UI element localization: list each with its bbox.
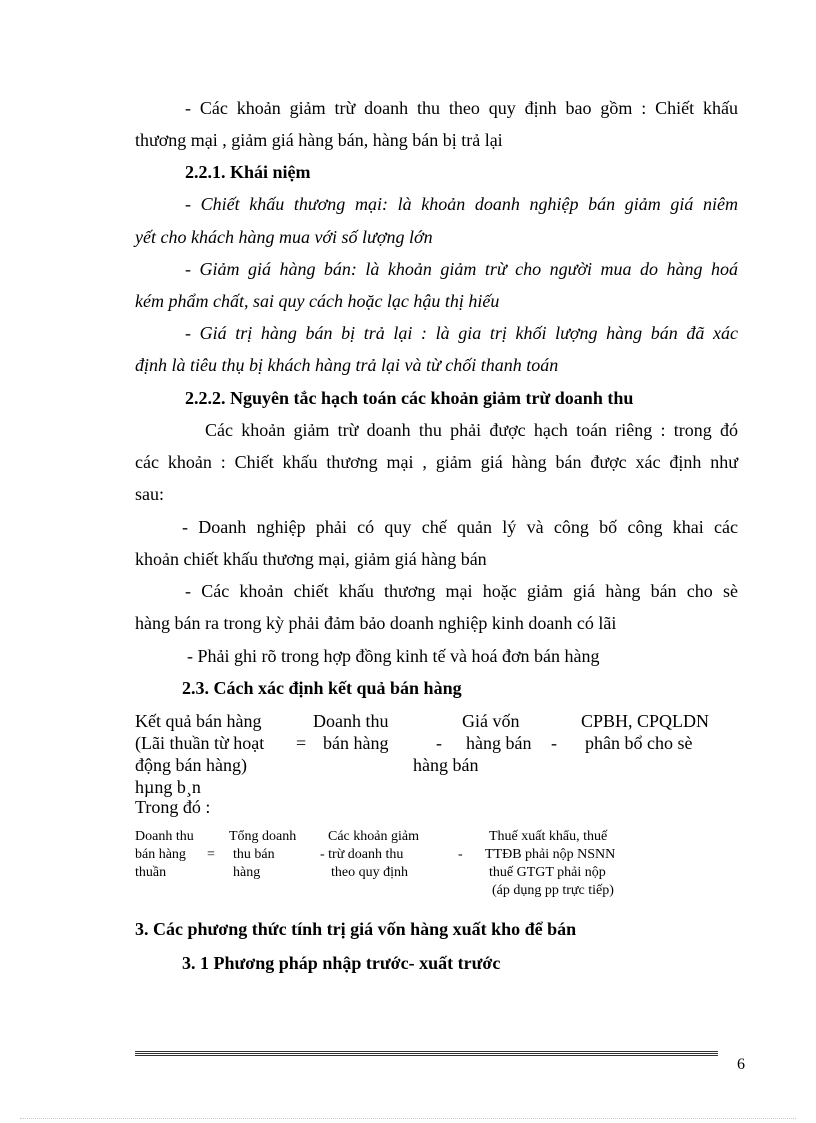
formula-text: bán hàng: [323, 733, 389, 753]
formula-text: Kết quả bán hàng: [135, 711, 262, 731]
formula-text: Giá vốn: [462, 711, 520, 731]
paragraph-line: - Doanh nghiệp phải có quy chế quản lý và công bố công khai các: [182, 517, 738, 537]
heading-3-1: 3. 1 Phương pháp nhập trước- xuất trước: [182, 953, 501, 973]
formula-text: Tổng doanh: [229, 829, 297, 844]
minus-sign: -: [551, 733, 557, 753]
footer-rule: [135, 1055, 718, 1056]
formula-text: - trừ doanh thu: [320, 847, 404, 862]
page-number: 6: [737, 1056, 745, 1073]
minus-sign: -: [436, 733, 442, 753]
equals-sign: =: [296, 733, 307, 753]
formula-text: hàng: [233, 865, 261, 880]
formula-text: phân bổ cho sè: [585, 733, 693, 753]
formula-text: (Lãi thuần từ hoạt: [135, 733, 265, 753]
formula-text: thuần: [135, 865, 167, 880]
formula-text: Doanh thu: [313, 711, 389, 731]
formula-text: hµng b¸n: [135, 777, 201, 797]
formula-text: thuế GTGT phải nộp: [489, 865, 606, 880]
formula-text: hàng bán: [466, 733, 532, 753]
minus-sign: -: [458, 847, 463, 862]
footer-rule: [135, 1053, 718, 1054]
formula-text: (áp dụng pp trực tiếp): [492, 883, 614, 898]
paragraph-line: - Các khoản giảm trừ doanh thu theo quy định bao gồm : Chiết khấu: [185, 98, 738, 118]
footer-rule: [135, 1051, 718, 1052]
paragraph-line: - Các khoản chiết khấu thương mại hoặc giảm giá hàng bán cho sè: [185, 581, 738, 601]
formula-text: hàng bán: [413, 755, 479, 775]
paragraph-line: - Phải ghi rõ trong hợp đồng kinh tế và hoá đơn bán hàng: [187, 646, 600, 666]
formula-text: thu bán: [233, 847, 275, 862]
paragraph-line: thương mại , giảm giá hàng bán, hàng bán bị trả lại: [135, 130, 503, 150]
formula-text: Doanh thu: [135, 829, 194, 844]
paragraph-line: khoản chiết khấu thương mại, giảm giá hàng bán: [135, 549, 487, 569]
paragraph-line: - Giá trị hàng bán bị trả lại : là gia trị khối lượng hàng bán đã xác: [185, 323, 738, 343]
formula-text: động bán hàng): [135, 755, 247, 775]
formula-text: Thuế xuất khẩu, thuế: [489, 829, 608, 844]
page-bottom-edge: [20, 1118, 796, 1119]
formula-text: Các khoản giảm: [328, 829, 419, 844]
paragraph-line: định là tiêu thụ bị khách hàng trả lại và từ chối thanh toán: [135, 355, 559, 375]
paragraph-line: - Chiết khấu thương mại: là khoản doanh nghiệp bán giảm giá niêm: [185, 194, 738, 214]
heading-2-2-1: 2.2.1. Khái niệm: [185, 162, 311, 182]
paragraph-line: hàng bán ra trong kỳ phải đảm bảo doanh nghiệp kinh doanh có lãi: [135, 613, 617, 633]
heading-2-2-2: 2.2.2. Nguyên tắc hạch toán các khoản giảm trừ doanh thu: [185, 388, 634, 408]
paragraph-line: - Giảm giá hàng bán: là khoản giảm trừ cho người mua do hàng hoá: [185, 259, 738, 279]
paragraph-line: Các khoản giảm trừ doanh thu phải được hạch toán riêng : trong đó: [205, 420, 738, 440]
formula-text: bán hàng: [135, 847, 186, 862]
heading-3: 3. Các phương thức tính trị giá vốn hàng xuất kho để bán: [135, 919, 577, 939]
formula-text: theo quy định: [331, 865, 408, 880]
paragraph-line: kém phẩm chất, sai quy cách hoặc lạc hậu thị hiếu: [135, 291, 500, 311]
formula-text: TTĐB phải nộp NSNN: [485, 847, 616, 862]
heading-2-3: 2.3. Cách xác định kết quả bán hàng: [182, 678, 462, 698]
formula-text: Trong đó :: [135, 797, 211, 817]
paragraph-line: các khoản : Chiết khấu thương mại , giảm giá hàng bán được xác định như: [135, 452, 738, 472]
paragraph-line: yết cho khách hàng mua với số lượng lớn: [135, 227, 433, 247]
paragraph-line: sau:: [135, 484, 164, 504]
formula-text: CPBH, CPQLDN: [581, 711, 710, 731]
equals-sign: =: [207, 847, 215, 862]
